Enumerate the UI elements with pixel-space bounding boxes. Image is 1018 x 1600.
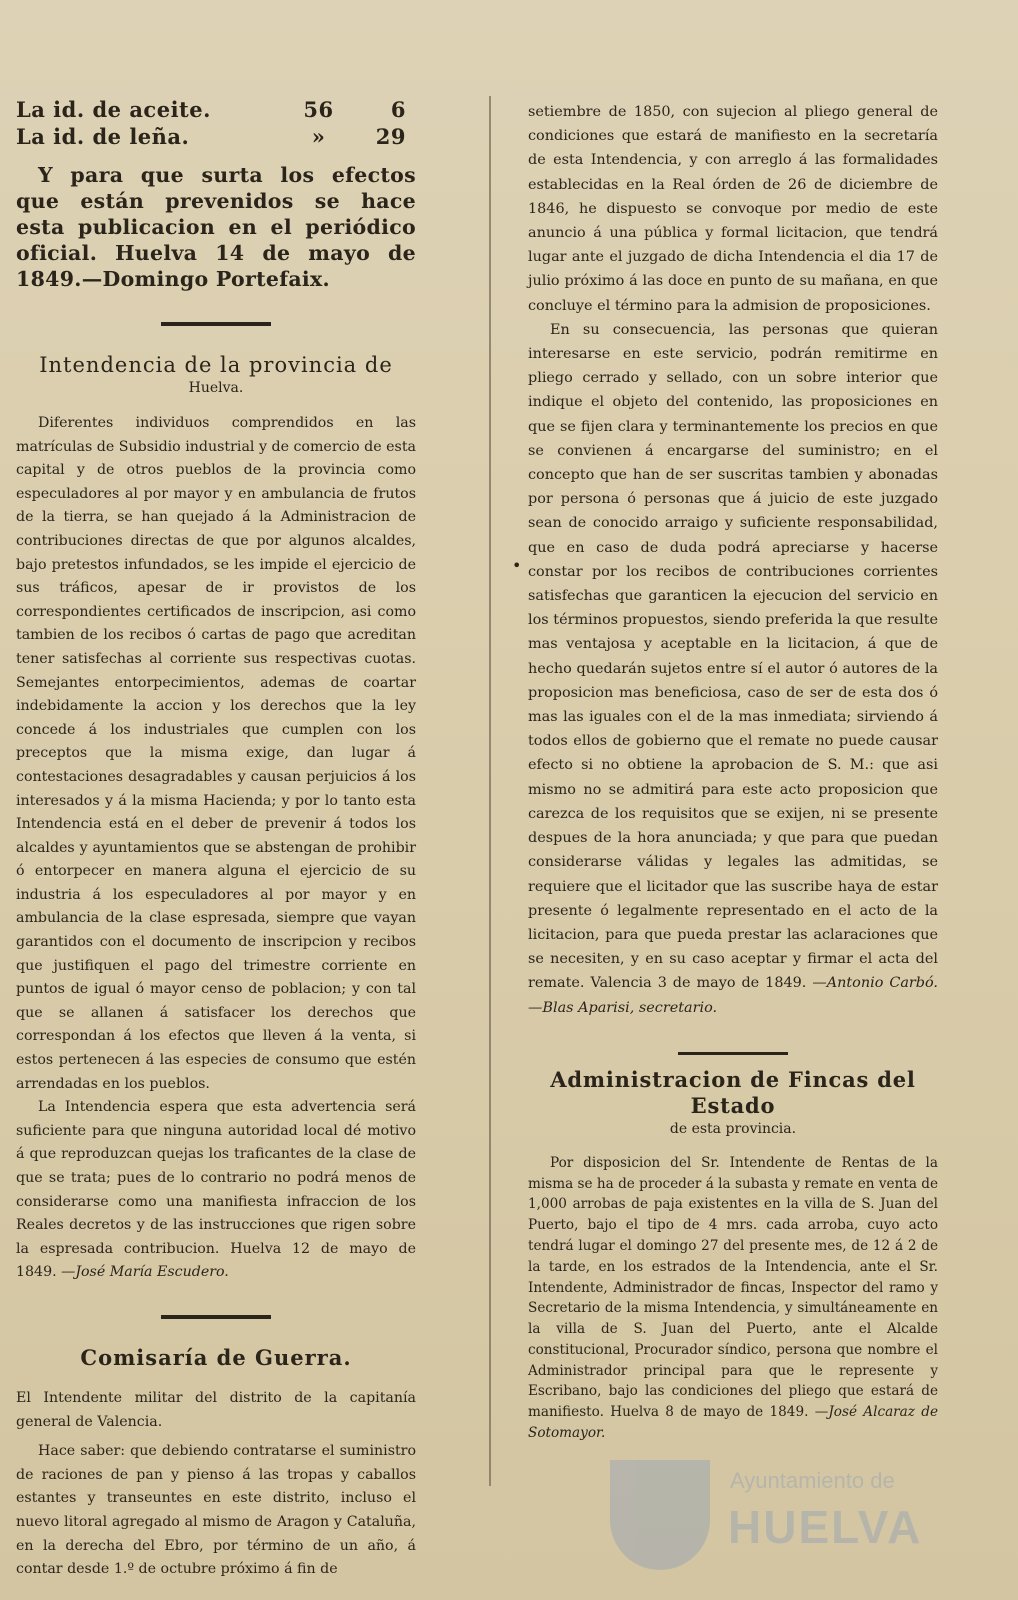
watermark-line-2: HUELVA [728, 1501, 923, 1553]
guerra-p3-text: En su consecuencia, las personas que quieran interesarse en este servicio, podrán remitirme en pliego cerrado y sellado, con un sobre interior que indique el objeto del contenido, las proposiciones en que se fijen clara y terminantemente los precios en que se convienen á encargarse del suministro; en el concepto que han de ser suscritas tambien y abonadas por persona ó personas que á juicio de este juzgado sean de conocido arraigo y suficiente responsabilidad, que en caso de duda podrá apreciarse y hacerse constar por los recibos de contribuciones corrientes satisfechas que garanticen la ejecucion del servicio en los términos propuestos, siendo preferida la que resulte mas ventajosa y aceptable en la licitacion, á que de hecho quedarán sujetos entre sí el autor ó autores de la proposicion mas beneficiosa, caso de ser de esta dos ó mas las iguales con el de la mas inmediata; sirviendo á todos ellos de gobierno que el remate no puede causar efecto si no obtiene la aprobacion de S. M.: que asi mismo no se admitirá para este acto proposicion que carezca de los requisitos que se exijen, ni se presente despues de la hora anunciada; y que para que puedan considerarse válidas y legales las admitidas, se requiere que el licitador que las suscribe haya de estar presente ó legalmente representado en el acto de la licitacion, para que pueda prestar las aclaraciones que se necesiten, y en su caso aceptar y firmar el acta del remate. Valencia 3 de mayo de 1849. [528, 321, 938, 992]
fincas-title: Administracion de Fincas del Estado [550, 1066, 916, 1118]
section-rule [161, 322, 271, 326]
right-column [528, 100, 938, 1444]
guerra-paragraph-2: Hace saber: que debiendo contratarse el suministro de raciones de pan y pienso á las tropas y caballos estantes y transeuntes en este distrito, incluso el nuevo litoral agregado al mismo de Aragon y Cataluña, en la derecha del Ebro, por término de un año, á contar desde 1.º de octubre próximo á fin de [16, 1443, 416, 1578]
guerra-continuation: setiembre de 1850, con sujecion al pliego general de condiciones que estará de manifiesto en la secretaría de esta Intendencia, y con arreglo á las formalidades establecidas en la Real órden de 26 de diciembre de 1846, he dispuesto se convoque por medio de este anuncio á una pública y formal licitacion, que tendrá lugar ante el juzgado de dicha Intendencia el dia 17 de julio próximo á las doce en punto de su mañana, en que concluye el término para la admision de proposiciones. [528, 104, 938, 314]
shield-icon [610, 1460, 710, 1570]
intendencia-paragraph-1: Diferentes individuos comprendidos en las matrículas de Subsidio industrial y de comercio de esta capital y de otros pueblos de la provincia como especuladores al por mayor y en ambulancia de frutos de la tierra, se han quejado á la Administracion de contribuciones directas de que por algunos alcaldes, bajo pretestos infundados, se les impide el ejercicio de sus tráficos, apesar de ir provistos de los correspondientes certificados de inscripcion, asi como tambien de los recibos ó cartas de pago que acreditan tener satisfechas al corriente sus respectivas cuotas. Semejantes entorpecimientos, ademas de coartar indebidamente la accion y los derechos que la ley concede á los industriales que cumplen con los preceptos que la misma exige, dan lugar á contestaciones desagradables y causan perjuicios á los interesados y á la misma Hacienda; y por lo tanto esta Intendencia está en el deber de prevenir á todos los alcaldes y ayuntamientos que se abstengan de prohibir ó entorpecer en manera alguna el ejercicio de su industria á los especuladores al por mayor y en ambulancia de la clase espresada, siempre que vayan garantidos con el documento de inscripcion y recibos que justifiquen el pago del trimestre corriente en puntos de igual ó mayor censo de poblacion; y con tal que se allanen á satisfacer los derechos que correspondan á los efectos que lleven á la venta, si estos pertenecen á las especies de consumo que estén arrendadas en los pueblos. [16, 415, 416, 1092]
price-row [16, 123, 416, 150]
section-rule [161, 1315, 271, 1319]
column-divider [489, 96, 491, 1486]
print-mark: • [512, 556, 522, 575]
intendencia-subtitle: Huelva. [188, 380, 244, 396]
fincas-subtitle: de esta provincia. [669, 1120, 797, 1137]
guerra-signature: —Antonio Carbó.—Blas Aparisi, secretario. [528, 975, 938, 1016]
guerra-paragraph-1: El Intendente militar del distrito de la capitanía general de Valencia. [16, 1389, 416, 1430]
price-centimos: 29 [375, 124, 406, 149]
price-centimos: 6 [390, 97, 406, 122]
intendencia-signature: —José María Escudero. [61, 1264, 229, 1281]
fincas-text: Por disposicion del Sr. Intendente de Rentas de la misma se ha de proceder á la subasta y remate en venta de 1,000 arrobas de paja existentes en la villa de S. Juan del Puerto, bajo el tipo de 4 mrs. cada arroba, cuyo acto tendrá lugar el domingo 27 del presente mes, de 12 á 2 de la tarde, en los estrados de la Intendencia, ante el Sr. Intendente, Administrador de fincas, Inspector del ramo y Secretario de la misma Intendencia, y simultáneamente en la villa de S. Juan del Puerto, ante el Alcalde constitucional, Procurador síndico, persona que nombre el Administrador principal para que le represente y Escribano, bajo las condiciones del pliego que estará de manifiesto. Huelva 8 de mayo de 1849. [528, 1154, 938, 1421]
price-item: La id. de aceite. [16, 97, 211, 122]
closing-notice: Y para que surta los efectos que están prevenidos se hace esta publicacion en el periódico oficial. Huelva 14 de mayo de 1849.—Domingo Portefaix. [16, 163, 416, 291]
fincas-signature: —José Alcaraz de Sotomayor. [528, 1404, 938, 1442]
section-rule [678, 1052, 788, 1055]
price-reales: 56 [303, 97, 334, 122]
price-reales: » [311, 124, 326, 149]
watermark-line-1: Ayuntamiento de [730, 1468, 895, 1493]
intendencia-p2-text: La Intendencia espera que esta advertencia será suficiente para que ninguna autoridad local dé motivo á que reproduzcan quejas los traficantes de la clase de que se trata; pues de lo contrario no podrá menos de considerarse como una manifiesta infraccion de los Reales decretos y de las instrucciones que rigen sobre la espresada contribucion. Huelva 12 de mayo de 1849. [16, 1099, 416, 1281]
guerra-paragraph-3 [528, 318, 938, 1020]
guerra-title: Comisaría de Guerra. [80, 1344, 352, 1370]
left-column [16, 96, 416, 1582]
intendencia-title: Intendencia de la provincia de [39, 353, 393, 377]
ayuntamiento-watermark [600, 1460, 940, 1570]
intendencia-paragraph-2 [16, 1096, 416, 1285]
fincas-paragraph [528, 1153, 938, 1444]
price-item: La id. de leña. [16, 124, 190, 149]
price-row [16, 96, 416, 123]
